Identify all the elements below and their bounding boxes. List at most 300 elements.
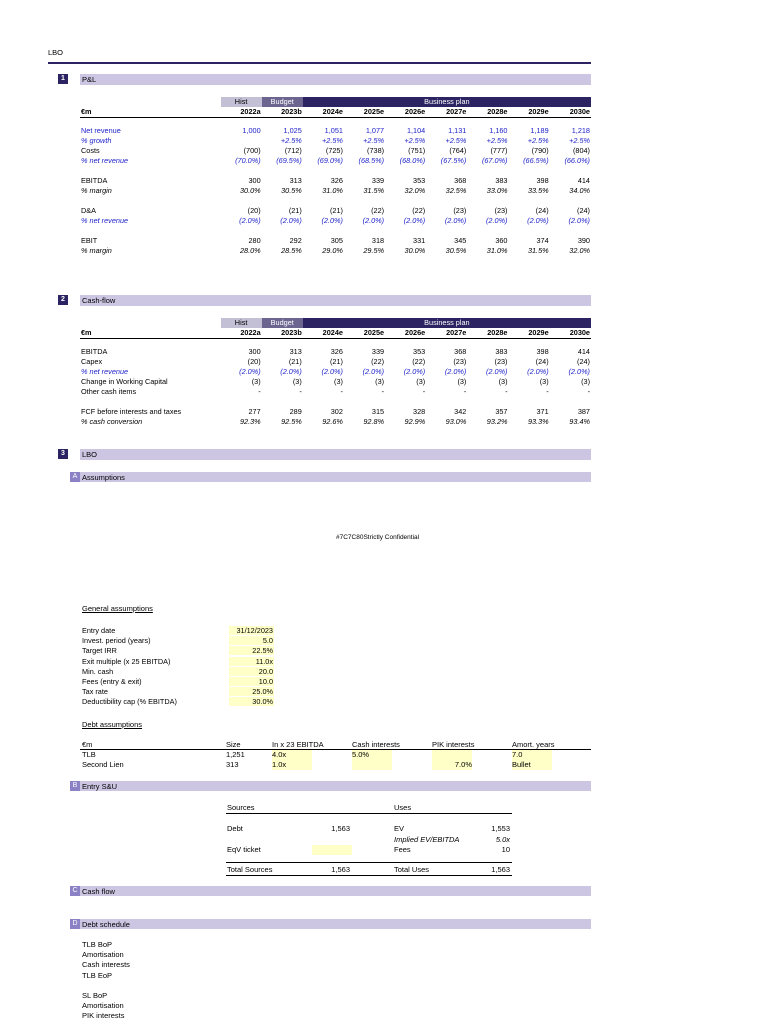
debt-source-value: 1,563: [331, 824, 350, 833]
cell-value: (3): [334, 377, 343, 386]
row-label: % margin: [81, 246, 112, 255]
cell-value: [344, 166, 385, 176]
table-row: [80, 216, 591, 226]
schedule-row-label: Amortisation: [82, 950, 124, 960]
cell-value: 328: [413, 407, 426, 416]
cell-value: 28.5%: [281, 246, 302, 255]
year-header: 2025e: [344, 107, 385, 118]
cell-value: 30.5%: [281, 186, 302, 195]
year-header-row: [80, 107, 591, 118]
business-plan-header: Business plan: [303, 318, 591, 328]
subsection-label-b: Entry S&U: [82, 782, 118, 791]
year-header: 2023b: [262, 328, 303, 339]
cell-value: [550, 196, 591, 206]
cell-value: [262, 166, 303, 176]
debt-pik-interest[interactable]: [432, 750, 472, 760]
cell-value: [303, 397, 344, 407]
cell-value: 33.0%: [486, 186, 508, 195]
cell-value: [385, 166, 426, 176]
year-header: 2029e: [509, 107, 550, 118]
general-assumptions-title: General assumptions: [82, 604, 153, 613]
assumption-value[interactable]: 30.0%: [229, 697, 274, 706]
section-label-pl: P&L: [82, 75, 97, 84]
cell-value: [221, 196, 262, 206]
cell-value: [303, 166, 344, 176]
page-title: LBO: [48, 48, 64, 57]
cell-value: (2.0%): [568, 367, 590, 376]
cell-value: (66.5%): [523, 156, 549, 165]
hist-header: Hist: [221, 97, 262, 107]
cell-value: [467, 196, 508, 206]
cell-value: (3): [416, 377, 426, 386]
table-row: [80, 126, 591, 136]
cell-value: [426, 226, 467, 236]
cell-value: 318: [371, 236, 385, 245]
cell-value: 1,051: [324, 126, 343, 135]
cell-value: 34.0%: [569, 186, 590, 195]
table-row: [80, 186, 591, 196]
cell-value: (23): [494, 357, 508, 366]
cell-value: (2.0%): [321, 367, 343, 376]
cell-value: (24): [577, 357, 590, 366]
cell-value: (764): [449, 146, 467, 155]
row-label: Costs: [81, 146, 100, 155]
cell-value: 398: [536, 347, 549, 356]
cell-value: 353: [413, 347, 426, 356]
debt-cash-interest[interactable]: [352, 760, 392, 770]
debt-header: Amort. years: [512, 740, 555, 749]
cell-value: (3): [581, 377, 590, 386]
implied-multiple-value: 5.0x: [495, 835, 510, 844]
year-header: 2024e: [303, 107, 344, 118]
cell-value: (22): [412, 357, 426, 366]
row-label: [80, 196, 221, 206]
cell-value: 1,189: [530, 126, 549, 135]
debt-header: €m: [82, 740, 93, 749]
row-label: EBITDA: [81, 176, 108, 185]
debt-header: PIK interests: [432, 740, 475, 749]
total-uses-label: Total Uses: [394, 865, 430, 874]
cell-value: 30.0%: [404, 246, 426, 255]
cell-value: (2.0%): [239, 216, 261, 225]
debt-pik-interest[interactable]: 7.0%: [432, 760, 472, 770]
subsection-header-debt-schedule: [80, 919, 591, 929]
cell-value: 302: [330, 407, 343, 416]
cell-value: (725): [325, 146, 343, 155]
cell-value: [426, 196, 467, 206]
table-row: [80, 347, 591, 357]
cell-value: -: [381, 387, 385, 396]
cell-value: 30.0%: [239, 186, 261, 195]
spacer-row: [80, 339, 591, 348]
cell-value: (712): [284, 146, 302, 155]
total-sources-label: Total Sources: [227, 865, 273, 874]
cell-value: (23): [453, 357, 467, 366]
cell-value: +2.5%: [569, 136, 590, 145]
assumption-value[interactable]: 5.0: [229, 636, 274, 645]
cell-value: 414: [577, 176, 590, 185]
debt-multiple[interactable]: 4.0x: [272, 750, 312, 760]
cell-value: [467, 397, 508, 407]
row-label: % net revenue: [81, 216, 129, 225]
cell-value: 93.3%: [527, 417, 549, 426]
business-plan-header: Business plan: [303, 97, 591, 107]
total-sources-value: 1,563: [331, 865, 350, 874]
cell-value: 383: [495, 176, 508, 185]
table-row: [80, 407, 591, 417]
row-label: D&A: [81, 206, 97, 215]
debt-header: Cash interests: [352, 740, 400, 749]
cell-value: [303, 226, 344, 236]
cell-value: 92.5%: [281, 417, 302, 426]
table-row: [80, 417, 591, 427]
table-row: [80, 166, 591, 176]
cell-value: (3): [251, 377, 261, 386]
cell-value: [509, 397, 550, 407]
cell-value: 390: [577, 236, 590, 245]
cell-value: [262, 226, 303, 236]
cell-value: (69.0%): [317, 156, 343, 165]
assumption-value[interactable]: 10.0: [229, 677, 274, 686]
cell-value: [385, 226, 426, 236]
cell-value: 368: [454, 347, 467, 356]
subsection-header-assumptions: [80, 472, 591, 482]
assumption-label: Exit multiple (x 25 EBITDA): [82, 656, 171, 666]
unit-label: €m: [80, 328, 221, 339]
cell-value: (22): [412, 206, 426, 215]
section-number-2: 2: [58, 295, 68, 305]
cell-value: (24): [535, 206, 549, 215]
cell-value: -: [422, 387, 426, 396]
assumption-label: Min. cash: [82, 666, 114, 676]
section-label-cf: Cash-flow: [82, 296, 116, 305]
section-label-lbo: LBO: [82, 450, 98, 459]
su-bottom-rule: [226, 875, 512, 876]
cell-value: [467, 166, 508, 176]
table-row: [80, 397, 591, 407]
assumption-value[interactable]: 11.0x: [229, 657, 274, 666]
subsection-letter-c: C: [70, 886, 80, 896]
cell-value: 28.0%: [239, 246, 261, 255]
year-header: 2023b: [262, 107, 303, 118]
subsection-letter-a: A: [70, 472, 80, 482]
section-number-1: 1: [58, 74, 68, 84]
cell-value: (3): [292, 377, 302, 386]
cell-value: 326: [330, 347, 343, 356]
cell-value: 313: [289, 176, 302, 185]
cell-value: 1,131: [448, 126, 467, 135]
cell-value: 92.9%: [404, 417, 426, 426]
assumption-value[interactable]: 22.5%: [229, 646, 274, 655]
debt-size: 1,251: [226, 750, 245, 759]
year-header: 2024e: [303, 328, 344, 339]
cell-value: 93.2%: [486, 417, 508, 426]
cell-value: -: [505, 387, 508, 396]
cell-value: (2.0%): [239, 367, 261, 376]
table-row: [80, 367, 591, 377]
assumption-label: Tax rate: [82, 687, 108, 697]
cell-value: [344, 226, 385, 236]
table-row: [80, 156, 591, 166]
cell-value: (3): [375, 377, 385, 386]
debt-source-label: Debt: [227, 824, 243, 833]
cell-value: (700): [243, 146, 261, 155]
table-row: [80, 206, 591, 216]
row-label: % net revenue: [81, 156, 129, 165]
cell-value: [509, 226, 550, 236]
cell-value: [344, 397, 385, 407]
cell-value: (23): [494, 206, 508, 215]
ev-use-label: EV: [394, 824, 405, 833]
cell-value: [385, 196, 426, 206]
assumption-label: Entry date: [82, 626, 116, 635]
cell-value: 387: [577, 407, 590, 416]
cell-value: 357: [495, 407, 508, 416]
subsection-label-a: Assumptions: [82, 473, 125, 482]
cell-value: 326: [330, 176, 343, 185]
cell-value: 342: [454, 407, 467, 416]
subsection-letter-d: D: [70, 919, 80, 929]
cell-value: (3): [498, 377, 508, 386]
cell-value: (68.0%): [399, 156, 426, 165]
row-label: EBIT: [81, 236, 98, 245]
assumption-value[interactable]: 20.0: [229, 667, 274, 676]
header-band-row: [80, 318, 591, 328]
cell-value: (22): [371, 206, 385, 215]
cell-value: +2.5%: [486, 136, 508, 145]
row-label: FCF before interests and taxes: [81, 407, 182, 416]
cell-value: (738): [367, 146, 385, 155]
year-header: 2027e: [426, 107, 467, 118]
cell-value: 398: [536, 176, 549, 185]
cell-value: 371: [536, 407, 549, 416]
cell-value: [221, 397, 262, 407]
cell-value: 31.0%: [486, 246, 508, 255]
cell-value: (3): [457, 377, 467, 386]
fees-use-value: 10: [501, 845, 510, 854]
row-label: [80, 226, 221, 236]
cell-value: [550, 166, 591, 176]
cell-value: [262, 397, 303, 407]
year-header: 2030e: [550, 107, 591, 118]
cell-value: 1,000: [242, 126, 261, 135]
year-header: 2026e: [385, 328, 426, 339]
confidential-label: #7C7C80Strictly Confidential: [336, 534, 420, 541]
schedule-row-label: Amortisation: [82, 1001, 124, 1011]
debt-size: 313: [226, 760, 239, 769]
cell-value: (21): [288, 206, 302, 215]
cell-value: 277: [248, 407, 261, 416]
cell-value: (2.0%): [444, 367, 467, 376]
table-row: [80, 377, 591, 387]
cell-value: (67.0%): [481, 156, 508, 165]
schedule-row-label: PIK interests: [82, 1011, 125, 1021]
year-header: 2026e: [385, 107, 426, 118]
row-label: Net revenue: [81, 126, 121, 135]
uses-title: Uses: [394, 803, 412, 812]
assumption-label: Invest. period (years): [82, 636, 151, 646]
cell-value: 92.6%: [322, 417, 343, 426]
year-header-row: [80, 328, 591, 339]
year-header: 2027e: [426, 328, 467, 339]
table-row: [80, 387, 591, 397]
cell-value: [221, 226, 262, 236]
section-header-pl: [80, 74, 591, 85]
cell-value: 331: [413, 236, 426, 245]
table-row: [80, 226, 591, 236]
cell-value: (66.0%): [564, 156, 590, 165]
ev-use-value: 1,553: [491, 824, 510, 833]
header-band-row: [80, 97, 591, 107]
table-row: [80, 236, 591, 246]
cell-value: 300: [248, 347, 261, 356]
table-row: [80, 357, 591, 367]
cell-value: (777): [490, 146, 508, 155]
assumption-label: Deductibility cap (% EBITDA): [82, 697, 177, 707]
cell-value: 31.0%: [322, 186, 343, 195]
cell-value: 1,160: [489, 126, 508, 135]
year-header: 2028e: [467, 328, 508, 339]
debt-amort[interactable]: 7.0: [512, 750, 552, 760]
eqv-source-value[interactable]: [312, 845, 352, 855]
spacer-row: [80, 118, 591, 127]
cell-value: +2.5%: [280, 136, 302, 145]
section-number-3: 3: [58, 449, 68, 459]
debt-multiple[interactable]: 1.0x: [272, 760, 312, 770]
cell-value: (21): [329, 206, 343, 215]
table-row: [80, 146, 591, 156]
cell-value: 29.0%: [322, 246, 343, 255]
cell-value: (70.0%): [235, 156, 261, 165]
debt-cash-interest[interactable]: 5.0%: [352, 750, 392, 760]
fees-use-label: Fees: [394, 845, 411, 854]
cell-value: (21): [288, 357, 302, 366]
cell-value: 339: [371, 347, 385, 356]
cell-value: 33.5%: [527, 186, 549, 195]
cell-value: 32.0%: [569, 246, 590, 255]
cell-value: (751): [408, 146, 426, 155]
row-label: [80, 397, 221, 407]
cell-value: (24): [577, 206, 590, 215]
year-header: 2030e: [550, 328, 591, 339]
cell-value: 300: [248, 176, 261, 185]
cell-value: 368: [454, 176, 467, 185]
subsection-letter-b: B: [70, 781, 80, 791]
cell-value: [344, 196, 385, 206]
cell-value: 339: [371, 176, 385, 185]
su-total-rule: [226, 862, 512, 863]
debt-header: In x 23 EBITDA: [272, 740, 324, 749]
debt-tranche-name: TLB: [82, 750, 96, 759]
cell-value: (20): [247, 206, 261, 215]
debt-header: Size: [226, 740, 241, 749]
su-top-rule: [226, 813, 512, 814]
year-header: 2022a: [221, 328, 262, 339]
total-uses-value: 1,563: [491, 865, 510, 874]
cell-value: [509, 166, 550, 176]
cell-value: 92.3%: [239, 417, 261, 426]
eqv-source-label: EqV ticket: [227, 845, 261, 854]
implied-multiple-label: Implied EV/EBITDA: [394, 835, 460, 844]
cell-value: -: [463, 387, 467, 396]
cell-value: (2.0%): [527, 216, 549, 225]
subsection-header-cash-flow: [80, 886, 591, 896]
cell-value: 289: [289, 407, 302, 416]
schedule-row-label: Cash interests: [82, 960, 130, 970]
row-label: EBITDA: [81, 347, 108, 356]
debt-tranche-name: Second Lien: [82, 760, 124, 769]
schedule-row-label: SL BoP: [82, 991, 108, 1000]
cell-value: 93.4%: [569, 417, 590, 426]
cell-value: (68.5%): [358, 156, 385, 165]
cell-value: 1,104: [406, 126, 426, 135]
cell-value: [221, 136, 262, 146]
table-row: [80, 136, 591, 146]
budget-header: Budget: [262, 318, 303, 328]
sources-title: Sources: [227, 803, 255, 812]
assumption-label: Fees (entry & exit): [82, 677, 142, 686]
year-header: 2028e: [467, 107, 508, 118]
cell-value: +2.5%: [404, 136, 426, 145]
schedule-row-label: TLB EoP: [82, 970, 113, 980]
assumption-label: Target IRR: [82, 646, 117, 656]
cell-value: [385, 397, 426, 407]
cell-value: 305: [330, 236, 343, 245]
cell-value: 29.5%: [363, 246, 385, 255]
cell-value: (2.0%): [568, 216, 590, 225]
debt-amort[interactable]: Bullet: [512, 760, 552, 770]
row-label: % growth: [81, 136, 112, 145]
row-label: % net revenue: [81, 367, 129, 376]
assumption-value[interactable]: 25.0%: [229, 687, 274, 696]
cell-value: (3): [539, 377, 549, 386]
cell-value: [550, 226, 591, 236]
subsection-header-entry-su: [80, 781, 591, 791]
cell-value: 315: [371, 407, 385, 416]
cell-value: (790): [531, 146, 549, 155]
cell-value: (2.0%): [280, 367, 302, 376]
budget-header: Budget: [262, 97, 303, 107]
table-row: [80, 246, 591, 256]
table-row: [80, 196, 591, 206]
cell-value: 30.5%: [445, 246, 467, 255]
cell-value: 1,218: [571, 126, 590, 135]
cell-value: 93.0%: [445, 417, 467, 426]
subsection-label-d: Debt schedule: [82, 920, 130, 929]
cell-value: 92.8%: [363, 417, 385, 426]
cell-value: -: [299, 387, 302, 396]
cell-value: [303, 196, 344, 206]
cell-value: 1,025: [283, 126, 302, 135]
cell-value: [221, 166, 262, 176]
cell-value: [426, 397, 467, 407]
cell-value: 360: [495, 236, 508, 245]
cell-value: (2.0%): [444, 216, 467, 225]
cell-value: [550, 397, 591, 407]
cell-value: 32.0%: [404, 186, 426, 195]
cell-value: 31.5%: [363, 186, 385, 195]
row-label: % cash conversion: [81, 417, 143, 426]
title-rule: [48, 62, 591, 64]
cell-value: (2.0%): [403, 367, 426, 376]
cell-value: (2.0%): [527, 367, 549, 376]
schedule-row-label: TLB BoP: [82, 940, 113, 949]
cell-value: 32.5%: [445, 186, 467, 195]
assumption-value[interactable]: 31/12/2023: [229, 626, 274, 635]
hist-header: Hist: [221, 318, 262, 328]
cell-value: +2.5%: [322, 136, 343, 145]
cell-value: 353: [413, 176, 426, 185]
